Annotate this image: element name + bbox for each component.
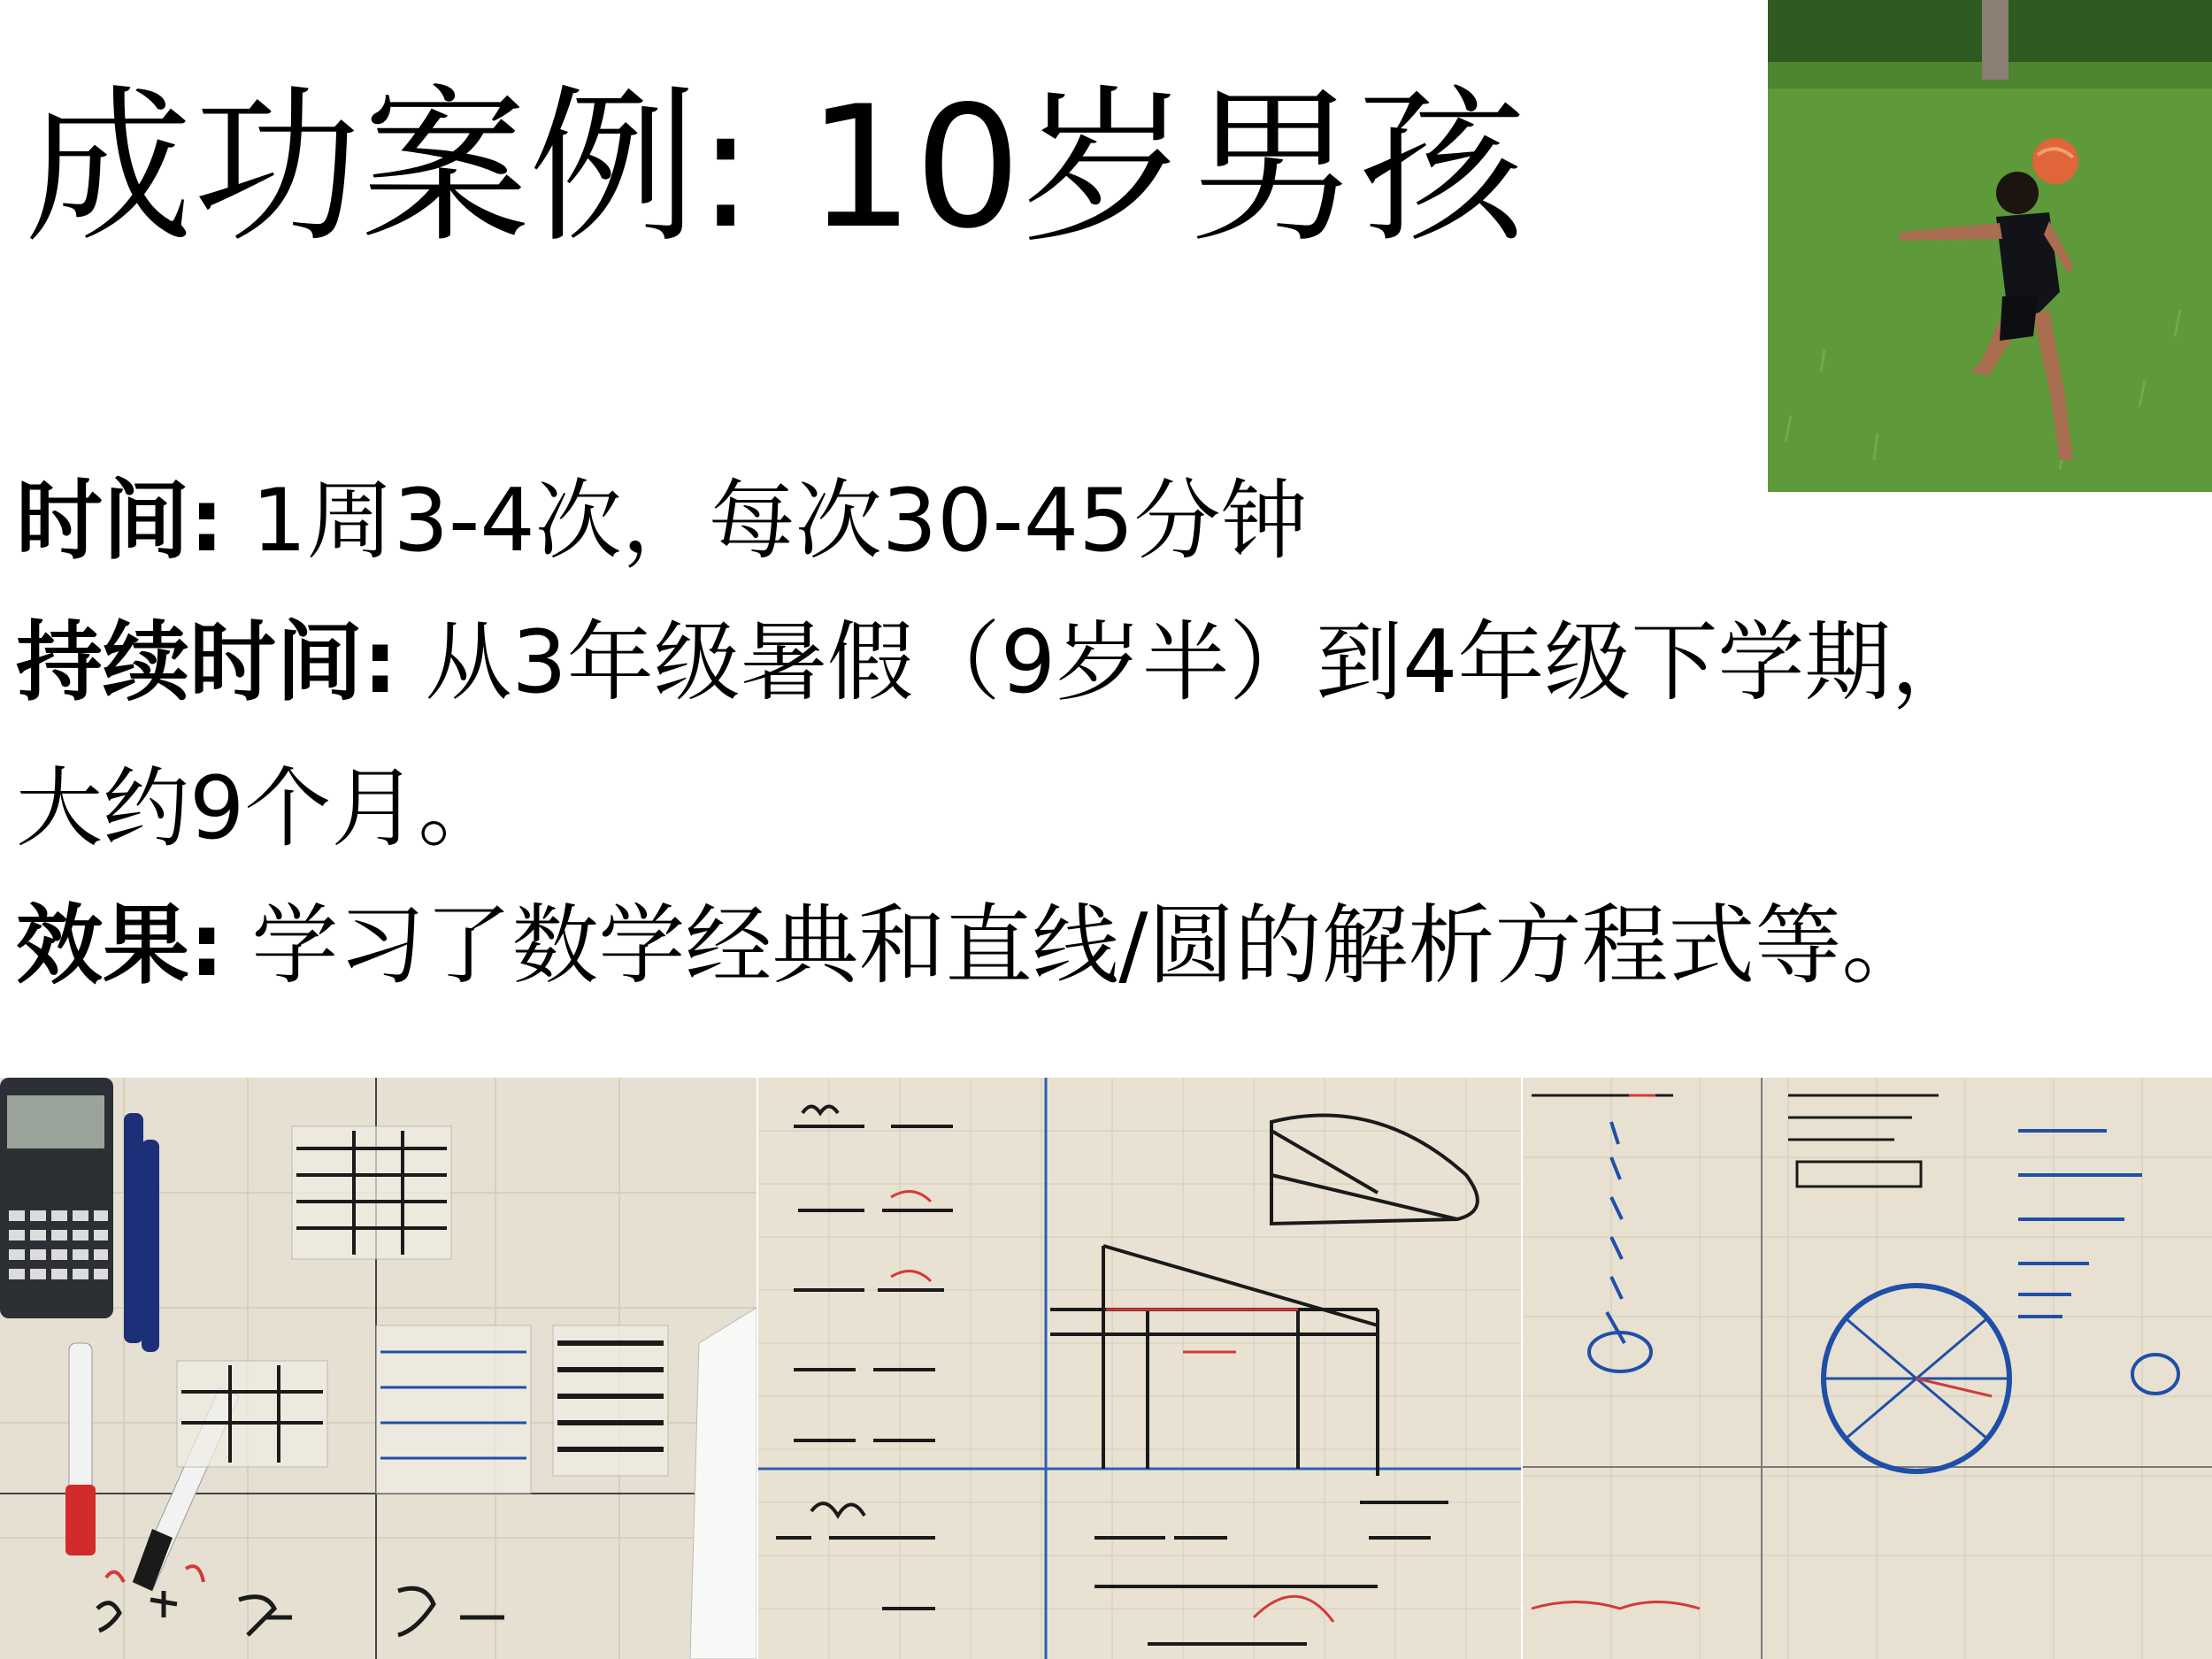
info-effect: [16, 895, 1929, 996]
time-label: 时间:: [16, 471, 225, 572]
boy-playing-soccer-photo: [1768, 0, 2212, 492]
whiteboard-photo-circle: [1523, 1078, 2212, 1659]
effect-value: 学习了数学经典和直线/圆的解析方程式等。: [224, 895, 1929, 996]
duration-value: 从3年级暑假（9岁半）到4年级下学期，: [397, 612, 1978, 713]
whiteboard-photo-calculator: [0, 1078, 757, 1659]
time-value: 1周3-4次，每次30-45分钟: [224, 471, 1308, 572]
whiteboard-photo-geometry: [758, 1078, 1521, 1659]
duration-label: 持续时间:: [16, 612, 398, 713]
slide-title: 成功案例: 10岁男孩: [25, 70, 1526, 265]
info-duration-continued: 大约9个月。: [16, 758, 505, 859]
info-duration: [16, 612, 1978, 713]
effect-label: 效果:: [16, 895, 225, 996]
info-time: [16, 473, 1308, 571]
